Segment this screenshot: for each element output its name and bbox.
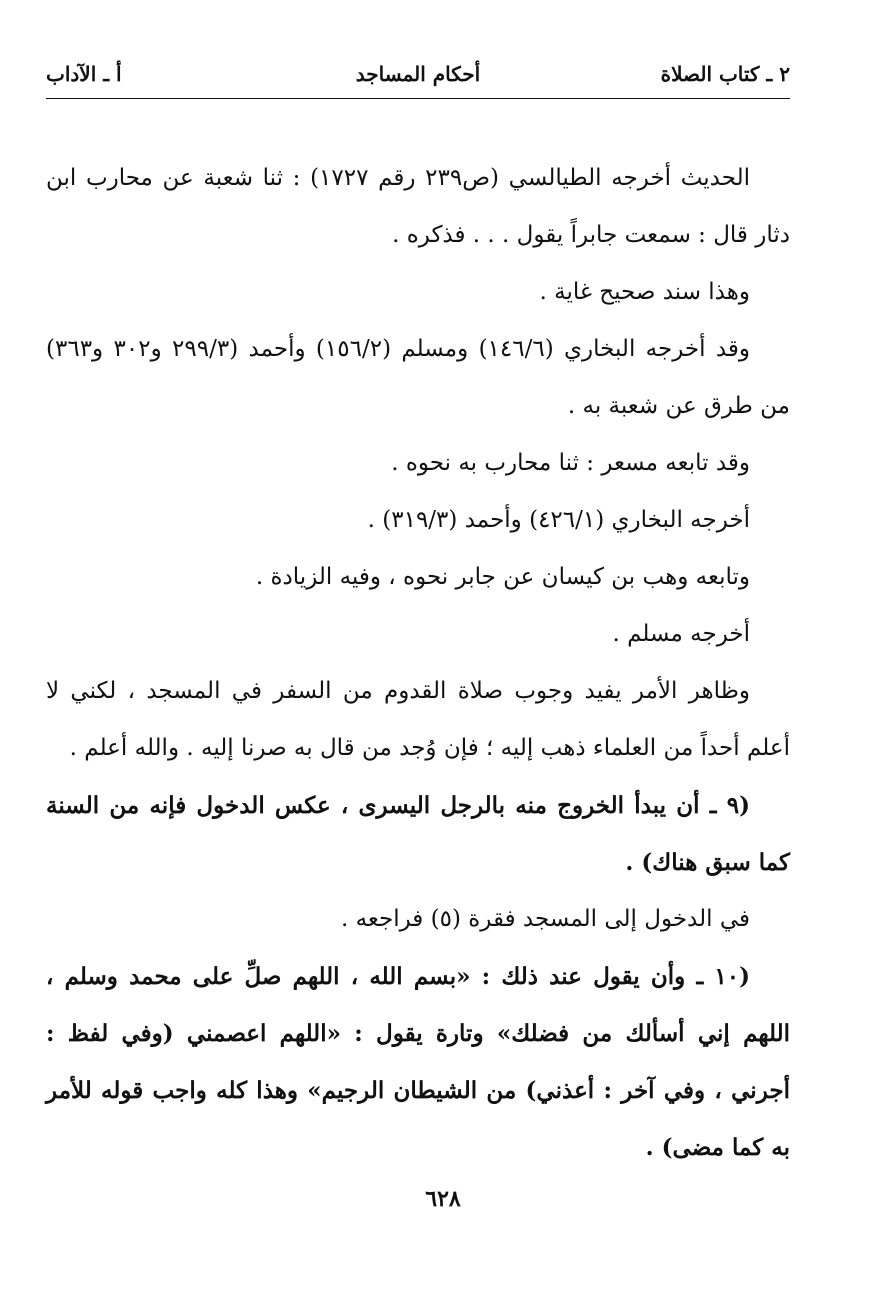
paragraph-11-rule: (١٠ ـ وأن يقول عند ذلك : «بسم الله ، اللهم صلِّ على محمد وسلم ، اللهم إني أسألك من فضلك» وتارة يقول : «اللهم اعصمني (وفي لفظ : أجرني ، وفي آخر : أعذني) من الشيطان الرجيم» وهذا كله واجب قوله للأمر به كما مضى) . [46,963,790,1161]
page-body [46,150,790,1176]
paragraph-1: الحديث أخرجه الطيالسي (ص٢٣٩ رقم ١٧٢٧) : ثنا شعبة عن محارب ابن دثار قال : سمعت جابراً يقول . . . فذكره . [46,165,790,248]
paragraph-3: وقد أخرجه البخاري (١٤٦/٦) ومسلم (١٥٦/٢) وأحمد (٢٩٩/٣ و٣٠٢ و٣٦٣) من طرق عن شعبة به . [46,336,790,419]
paragraph-2: وهذا سند صحيح غاية . [539,279,750,305]
paragraph-10: في الدخول إلى المسجد فقرة (٥) فراجعه . [340,906,750,932]
paragraph-5: أخرجه البخاري (٤٢٦/١) وأحمد (٣١٩/٣) . [367,507,750,533]
page-number: ٦٢٨ [425,1186,461,1212]
paragraph-6: وتابعه وهب بن كيسان عن جابر نحوه ، وفيه الزيادة . [255,564,750,590]
paragraph-9-rule: (٩ ـ أن يبدأ الخروج منه بالرجل اليسرى ، عكس الدخول فإنه من السنة كما سبق هناك) . [46,792,790,876]
paragraph-8: وظاهر الأمر يفيد وجوب صلاة القدوم من السفر في المسجد ، لكني لا أعلم أحداً من العلماء ذهب إليه ؛ فإن وُجد من قال به صرنا إليه . والله أعلم . [46,678,790,761]
paragraph-7: أخرجه مسلم . [612,621,750,647]
header-chapter-title: ٢ ـ كتاب الصلاة [660,62,790,86]
running-header [46,62,790,94]
header-subsection-title: أ ـ الآداب [46,62,122,86]
header-rule [46,98,790,99]
header-section-title: أحكام المساجد [355,62,481,86]
paragraph-4: وقد تابعه مسعر : ثنا محارب به نحوه . [391,450,750,476]
